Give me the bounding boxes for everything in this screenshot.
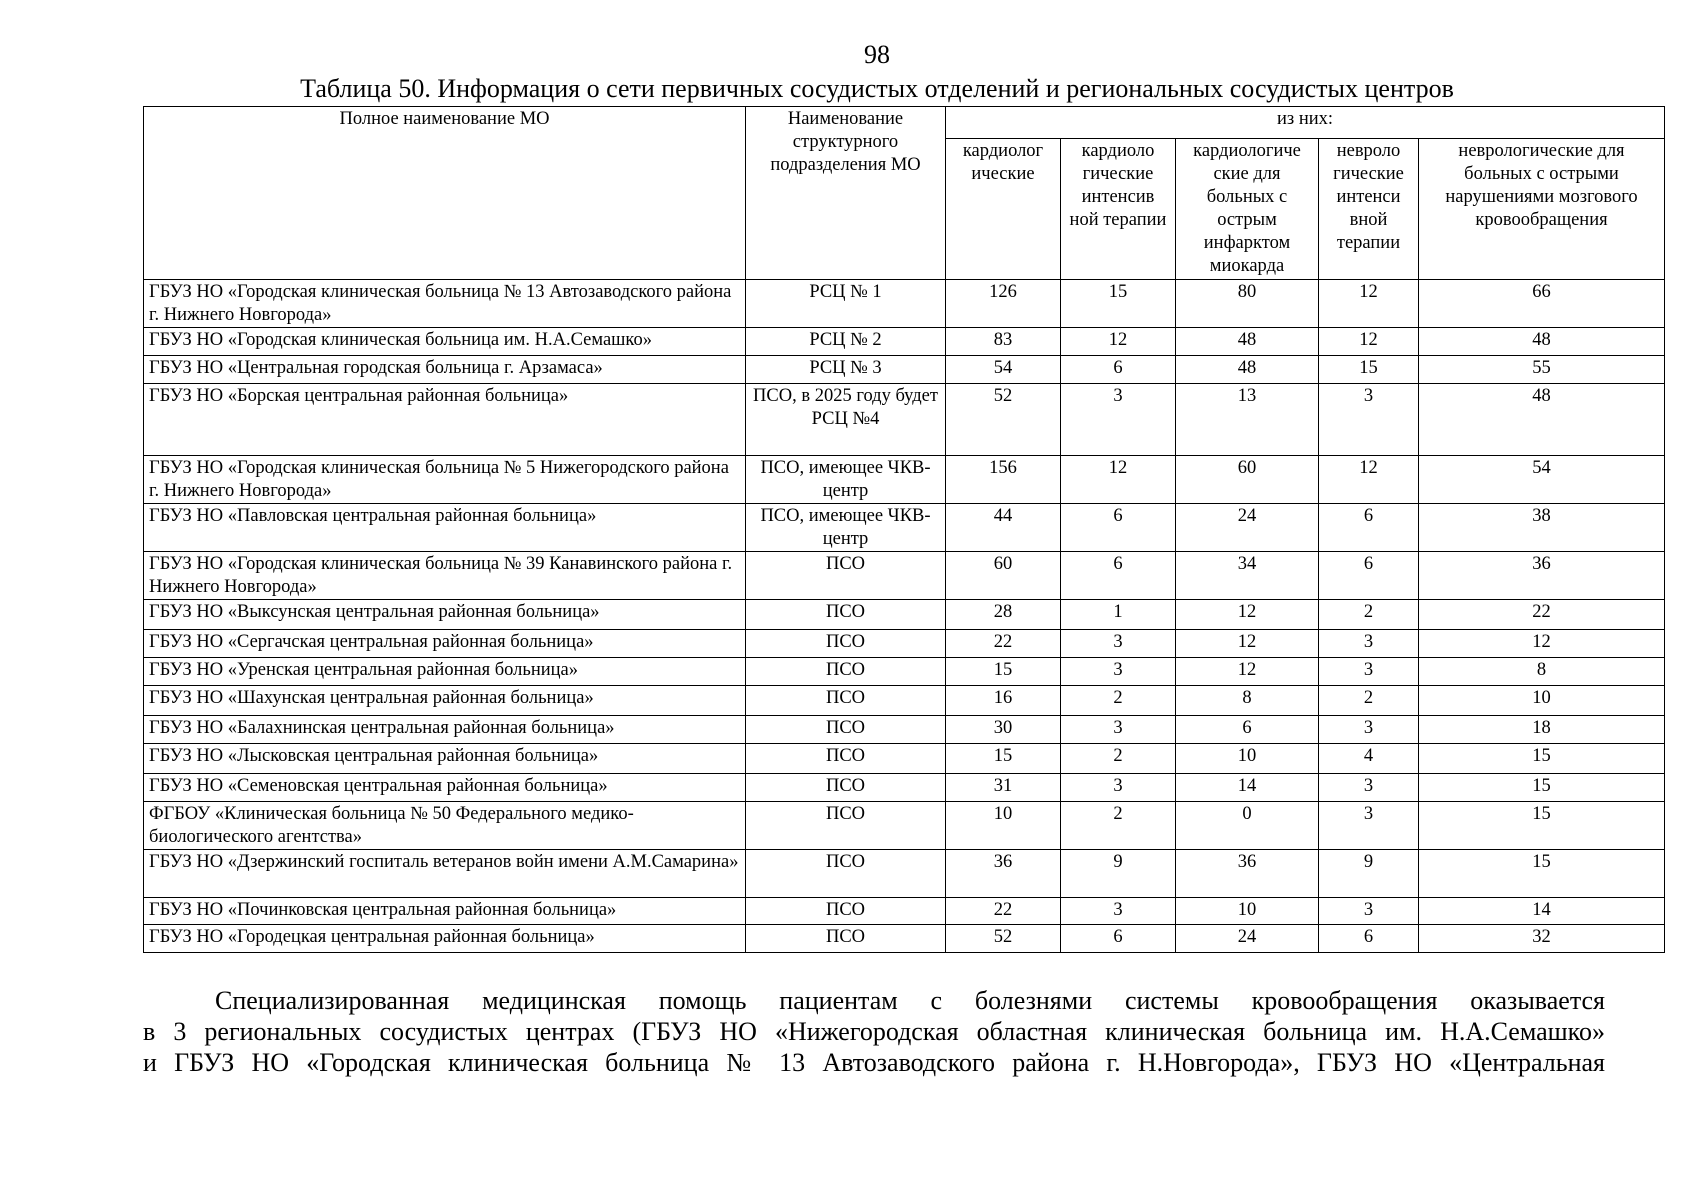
cell-cardiology-icu: 12: [1061, 328, 1176, 356]
header-cardiology-icu: кардиоло гические интенсив ной терапии: [1061, 139, 1176, 280]
cell-cardiology-icu: 12: [1061, 456, 1176, 504]
table-row: [144, 898, 1665, 925]
cell-mo-name: ФГБОУ «Клиническая больница № 50 Федерального медико-биологического агентства»: [144, 802, 746, 850]
cell-neurology-stroke: 22: [1419, 600, 1665, 630]
cell-cardiology-mi: 24: [1176, 925, 1319, 953]
cell-mo-name: ГБУЗ НО «Выксунская центральная районная больница»: [144, 600, 746, 630]
cell-cardiology-mi: 8: [1176, 686, 1319, 716]
cell-cardiology-icu: 2: [1061, 686, 1176, 716]
header-neurology-stroke: неврологические для больных с острыми нарушениями мозгового кровообращения: [1419, 139, 1665, 280]
vascular-network-table: [143, 106, 1665, 953]
table-row: [144, 384, 1665, 456]
cell-cardiology-mi: 36: [1176, 850, 1319, 898]
cell-neurology-stroke: 32: [1419, 925, 1665, 953]
cell-mo-name: ГБУЗ НО «Городская клиническая больница № 5 Нижегородского района г. Нижнего Новгорода»: [144, 456, 746, 504]
cell-neurology-icu: 3: [1319, 774, 1419, 802]
header-cardiology: кардиолог ические: [946, 139, 1061, 280]
cell-neurology-stroke: 55: [1419, 356, 1665, 384]
cell-cardiology-icu: 6: [1061, 552, 1176, 600]
cell-unit: ПСО: [746, 600, 946, 630]
cell-mo-name: ГБУЗ НО «Лысковская центральная районная больница»: [144, 744, 746, 774]
cell-unit: ПСО: [746, 716, 946, 744]
cell-cardiology-icu: 2: [1061, 802, 1176, 850]
cell-cardiology-mi: 13: [1176, 384, 1319, 456]
cell-neurology-icu: 4: [1319, 744, 1419, 774]
cell-unit: РСЦ № 1: [746, 280, 946, 328]
cell-mo-name: ГБУЗ НО «Центральная городская больница г. Арзамаса»: [144, 356, 746, 384]
cell-cardiology: 36: [946, 850, 1061, 898]
cell-unit: ПСО: [746, 898, 946, 925]
cell-cardiology: 52: [946, 925, 1061, 953]
page-number: 98: [864, 40, 890, 69]
table-row: [144, 356, 1665, 384]
cell-unit: РСЦ № 2: [746, 328, 946, 356]
cell-unit: ПСО: [746, 774, 946, 802]
cell-unit: ПСО: [746, 552, 946, 600]
table-row: [144, 802, 1665, 850]
cell-cardiology-mi: 48: [1176, 328, 1319, 356]
cell-cardiology: 60: [946, 552, 1061, 600]
cell-unit: ПСО: [746, 686, 946, 716]
cell-cardiology-icu: 3: [1061, 658, 1176, 686]
cell-mo-name: ГБУЗ НО «Шахунская центральная районная больница»: [144, 686, 746, 716]
table-row: [144, 850, 1665, 898]
cell-cardiology: 52: [946, 384, 1061, 456]
cell-unit: ПСО, в 2025 году будет РСЦ №4: [746, 384, 946, 456]
cell-cardiology-mi: 12: [1176, 600, 1319, 630]
cell-cardiology-icu: 6: [1061, 925, 1176, 953]
cell-mo-name: ГБУЗ НО «Починковская центральная районная больница»: [144, 898, 746, 925]
cell-cardiology-mi: 24: [1176, 504, 1319, 552]
table-row: [144, 552, 1665, 600]
table-row: [144, 744, 1665, 774]
cell-neurology-icu: 12: [1319, 280, 1419, 328]
table-row: [144, 504, 1665, 552]
cell-neurology-stroke: 48: [1419, 384, 1665, 456]
cell-neurology-stroke: 38: [1419, 504, 1665, 552]
cell-cardiology-mi: 10: [1176, 744, 1319, 774]
cell-cardiology-mi: 0: [1176, 802, 1319, 850]
cell-cardiology-mi: 12: [1176, 630, 1319, 658]
cell-neurology-stroke: 18: [1419, 716, 1665, 744]
cell-cardiology-mi: 34: [1176, 552, 1319, 600]
table-row: [144, 716, 1665, 744]
table-row: [144, 600, 1665, 630]
cell-mo-name: ГБУЗ НО «Уренская центральная районная больница»: [144, 658, 746, 686]
cell-cardiology: 28: [946, 600, 1061, 630]
cell-cardiology: 156: [946, 456, 1061, 504]
cell-mo-name: ГБУЗ НО «Городецкая центральная районная больница»: [144, 925, 746, 953]
cell-mo-name: ГБУЗ НО «Балахнинская центральная районная больница»: [144, 716, 746, 744]
cell-cardiology-icu: 9: [1061, 850, 1176, 898]
table-row: [144, 774, 1665, 802]
cell-neurology-icu: 3: [1319, 802, 1419, 850]
cell-cardiology: 15: [946, 744, 1061, 774]
cell-neurology-stroke: 8: [1419, 658, 1665, 686]
cell-neurology-icu: 12: [1319, 328, 1419, 356]
table-row: [144, 686, 1665, 716]
cell-cardiology: 22: [946, 898, 1061, 925]
paragraph-line: и ГБУЗ НО «Городская клиническая больница № 13 Автозаводского района г. Н.Новгорода», ГБУЗ НО «Центральная: [143, 1048, 1605, 1077]
cell-mo-name: ГБУЗ НО «Сергачская центральная районная больница»: [144, 630, 746, 658]
cell-cardiology: 10: [946, 802, 1061, 850]
header-unit: Наименование структурного подразделения МО: [746, 107, 946, 280]
cell-neurology-icu: 3: [1319, 658, 1419, 686]
cell-cardiology-mi: 80: [1176, 280, 1319, 328]
cell-neurology-icu: 3: [1319, 898, 1419, 925]
cell-neurology-icu: 6: [1319, 925, 1419, 953]
cell-cardiology-mi: 12: [1176, 658, 1319, 686]
cell-neurology-stroke: 48: [1419, 328, 1665, 356]
cell-cardiology: 44: [946, 504, 1061, 552]
cell-cardiology: 83: [946, 328, 1061, 356]
cell-mo-name: ГБУЗ НО «Городская клиническая больница № 39 Канавинского района г. Нижнего Новгорода»: [144, 552, 746, 600]
cell-cardiology: 22: [946, 630, 1061, 658]
cell-neurology-stroke: 14: [1419, 898, 1665, 925]
cell-neurology-icu: 3: [1319, 384, 1419, 456]
cell-neurology-stroke: 15: [1419, 744, 1665, 774]
cell-cardiology-icu: 3: [1061, 774, 1176, 802]
header-full-name: Полное наименование МО: [144, 107, 746, 280]
cell-mo-name: ГБУЗ НО «Городская клиническая больница им. Н.А.Семашко»: [144, 328, 746, 356]
cell-cardiology-mi: 14: [1176, 774, 1319, 802]
cell-cardiology: 30: [946, 716, 1061, 744]
cell-unit: ПСО, имеющее ЧКВ-центр: [746, 456, 946, 504]
paragraph-line: Специализированная медицинская помощь пациентам с болезнями системы кровообращения оказывается: [215, 986, 1605, 1015]
cell-mo-name: ГБУЗ НО «Семеновская центральная районная больница»: [144, 774, 746, 802]
cell-neurology-stroke: 15: [1419, 774, 1665, 802]
body-paragraph: [143, 985, 1605, 1078]
cell-cardiology-mi: 10: [1176, 898, 1319, 925]
cell-cardiology-mi: 60: [1176, 456, 1319, 504]
cell-neurology-stroke: 66: [1419, 280, 1665, 328]
cell-unit: ПСО, имеющее ЧКВ-центр: [746, 504, 946, 552]
header-of-them: из них:: [946, 107, 1665, 139]
cell-neurology-icu: 15: [1319, 356, 1419, 384]
cell-mo-name: ГБУЗ НО «Дзержинский госпиталь ветеранов войн имени А.М.Самарина»: [144, 850, 746, 898]
cell-neurology-stroke: 15: [1419, 850, 1665, 898]
table-row: [144, 456, 1665, 504]
cell-neurology-icu: 3: [1319, 716, 1419, 744]
cell-unit: ПСО: [746, 925, 946, 953]
cell-neurology-stroke: 54: [1419, 456, 1665, 504]
cell-cardiology: 16: [946, 686, 1061, 716]
cell-cardiology: 54: [946, 356, 1061, 384]
cell-mo-name: ГБУЗ НО «Городская клиническая больница № 13 Автозаводского района г. Нижнего Новгорода»: [144, 280, 746, 328]
header-cardiology-mi: кардиологиче ские для больных с острым инфарктом миокарда: [1176, 139, 1319, 280]
table-row: [144, 658, 1665, 686]
cell-unit: ПСО: [746, 630, 946, 658]
cell-cardiology-icu: 3: [1061, 384, 1176, 456]
cell-neurology-icu: 12: [1319, 456, 1419, 504]
cell-cardiology-icu: 3: [1061, 898, 1176, 925]
cell-cardiology-mi: 6: [1176, 716, 1319, 744]
table-title: Таблица 50. Информация о сети первичных сосудистых отделений и региональных сосудистых центров: [300, 74, 1454, 103]
cell-neurology-icu: 6: [1319, 504, 1419, 552]
cell-cardiology-icu: 6: [1061, 356, 1176, 384]
table-row: [144, 925, 1665, 953]
cell-cardiology-icu: 1: [1061, 600, 1176, 630]
table-row: [144, 280, 1665, 328]
cell-neurology-stroke: 15: [1419, 802, 1665, 850]
table-row: [144, 328, 1665, 356]
cell-cardiology: 126: [946, 280, 1061, 328]
header-neurology-icu: невроло гические интенси вной терапии: [1319, 139, 1419, 280]
cell-unit: ПСО: [746, 850, 946, 898]
cell-unit: ПСО: [746, 658, 946, 686]
cell-cardiology: 31: [946, 774, 1061, 802]
cell-neurology-icu: 9: [1319, 850, 1419, 898]
cell-mo-name: ГБУЗ НО «Павловская центральная районная больница»: [144, 504, 746, 552]
cell-neurology-stroke: 10: [1419, 686, 1665, 716]
cell-mo-name: ГБУЗ НО «Борская центральная районная больница»: [144, 384, 746, 456]
cell-cardiology-icu: 2: [1061, 744, 1176, 774]
paragraph-line: в 3 региональных сосудистых центрах (ГБУЗ НО «Нижегородская областная клиническая больница им. Н.А.Семашко»: [143, 1017, 1605, 1046]
cell-cardiology-icu: 3: [1061, 716, 1176, 744]
cell-neurology-icu: 2: [1319, 686, 1419, 716]
cell-neurology-icu: 3: [1319, 630, 1419, 658]
cell-cardiology-icu: 6: [1061, 504, 1176, 552]
cell-unit: ПСО: [746, 744, 946, 774]
cell-neurology-icu: 6: [1319, 552, 1419, 600]
table-row: [144, 630, 1665, 658]
cell-unit: РСЦ № 3: [746, 356, 946, 384]
cell-neurology-stroke: 12: [1419, 630, 1665, 658]
cell-unit: ПСО: [746, 802, 946, 850]
cell-cardiology-icu: 15: [1061, 280, 1176, 328]
cell-cardiology-mi: 48: [1176, 356, 1319, 384]
cell-neurology-stroke: 36: [1419, 552, 1665, 600]
cell-cardiology: 15: [946, 658, 1061, 686]
cell-cardiology-icu: 3: [1061, 630, 1176, 658]
cell-neurology-icu: 2: [1319, 600, 1419, 630]
